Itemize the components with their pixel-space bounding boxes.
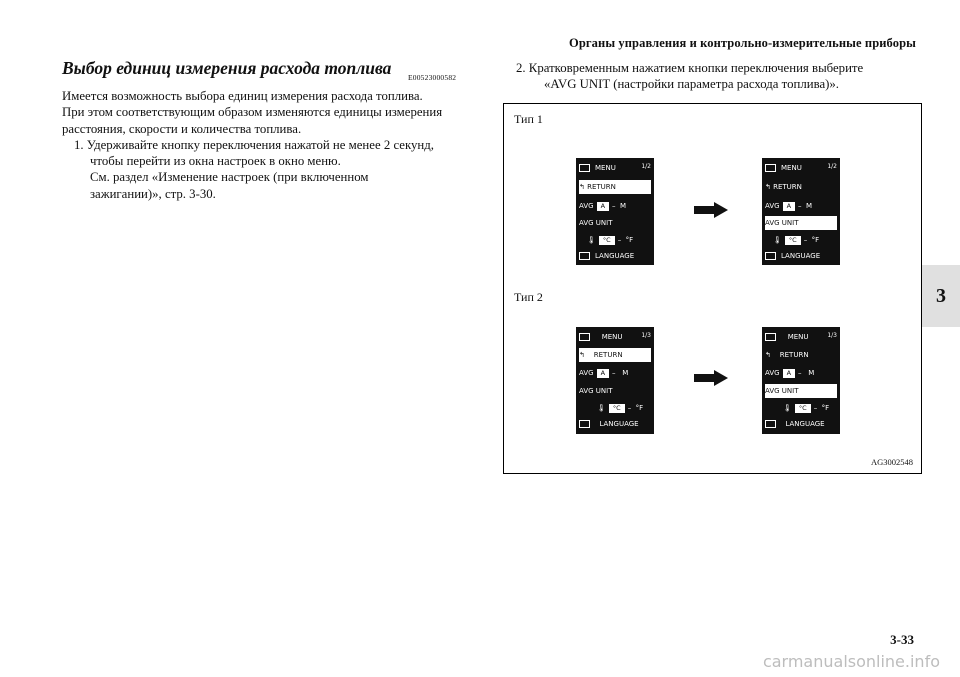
dash: – <box>798 202 802 210</box>
watermark: carmanualsonline.info <box>762 652 940 671</box>
step-1-line: 1. Удерживайте кнопку переключения нажатой не менее 2 секунд, <box>74 137 434 152</box>
language-label: LANGUAGE <box>599 420 639 428</box>
arrow-right-icon <box>694 370 728 386</box>
page-number: 3-33 <box>890 632 914 647</box>
temp-f: °F <box>821 404 830 412</box>
thermometer-icon: 🌡 <box>773 236 782 244</box>
step-1-line: См. раздел «Изменение настроек (при включенном <box>90 170 369 185</box>
avg-label: AVG <box>579 369 594 377</box>
dash: – <box>617 236 622 244</box>
return-label: RETURN <box>593 351 623 359</box>
toolbox-icon <box>765 164 776 172</box>
arrow-right-icon <box>694 202 728 218</box>
avg-unit-label: AVG UNIT <box>579 387 613 395</box>
section-code: E00523000582 <box>408 73 457 82</box>
toolbox-icon <box>765 333 776 341</box>
step-1-line: чтобы перейти из окна настроек в окно меню. <box>90 154 341 169</box>
step-2-line: 2. Кратковременным нажатием кнопки переключения выберите <box>516 61 864 75</box>
language-label: LANGUAGE <box>781 252 821 260</box>
language-label: LANGUAGE <box>595 252 635 260</box>
return-arrow-icon: ↰ <box>579 351 594 359</box>
avg-m: M <box>805 202 813 210</box>
thermometer-icon: 🌡 <box>597 404 606 412</box>
avg-m: M <box>808 369 815 377</box>
toolbox-icon <box>579 333 590 341</box>
temp-c-box: °C <box>599 236 615 245</box>
toolbox-icon <box>579 164 590 172</box>
avg-label: AVG <box>765 202 780 210</box>
thermometer-icon: 🌡 <box>783 404 792 412</box>
avg-unit-label: AVG UNIT <box>579 219 613 227</box>
avg-label: AVG <box>579 202 594 210</box>
return-label: RETURN <box>779 351 809 359</box>
return-label: RETURN <box>587 183 616 191</box>
paragraph-line: Имеется возможность выбора единиц измерения расхода топлива. <box>62 89 423 103</box>
temp-f: °F <box>635 404 644 412</box>
display-screen-type1-before <box>576 158 654 265</box>
type-1-label: Тип 1 <box>514 112 543 126</box>
avg-a-box: A <box>783 202 795 211</box>
language-icon <box>765 252 776 260</box>
return-arrow-icon: ↰ <box>765 351 780 359</box>
step-1-line: зажигании)», стр. 3-30. <box>90 186 216 201</box>
avg-m: M <box>622 369 629 377</box>
display-screen-type2-after <box>762 327 840 434</box>
return-arrow-icon: ↰ <box>765 183 774 191</box>
language-icon <box>579 252 590 260</box>
avg-m: M <box>619 202 627 210</box>
chapter-tab: 3 <box>922 265 960 327</box>
type-2-label: Тип 2 <box>514 290 543 304</box>
temp-c-box: °C <box>609 404 625 413</box>
dash: – <box>798 369 802 377</box>
running-header: Органы управления и контрольно-измерительные приборы <box>569 36 916 50</box>
left-column-text <box>62 88 442 202</box>
thermometer-icon: 🌡 <box>587 236 596 244</box>
section-title: Выбор единиц измерения расхода топлива <box>62 58 392 78</box>
dash: – <box>813 404 818 412</box>
paragraph-line: расстояния, скорости и количества топлива. <box>62 121 302 136</box>
temp-f: °F <box>811 236 820 244</box>
avg-a-box: A <box>597 369 609 378</box>
figure-frame <box>503 103 922 474</box>
language-label: LANGUAGE <box>785 420 825 428</box>
temp-c-box: °C <box>785 236 801 245</box>
dash: – <box>612 369 616 377</box>
page-indicator: 1/2 <box>827 163 837 170</box>
page-indicator: 1/2 <box>641 163 651 170</box>
temp-f: °F <box>625 236 634 244</box>
menu-label: MENU <box>781 164 802 172</box>
page-indicator: 1/3 <box>827 332 837 339</box>
display-screen-type1-after <box>762 158 840 265</box>
temp-c-box: °C <box>795 404 811 413</box>
avg-label: AVG <box>765 369 780 377</box>
menu-label: MENU <box>595 164 616 172</box>
avg-a-box: A <box>783 369 795 378</box>
right-column-text <box>516 60 863 93</box>
language-icon <box>765 420 776 428</box>
avg-unit-label: AVG UNIT <box>765 387 799 395</box>
avg-a-box: A <box>597 202 609 211</box>
avg-unit-label: AVG UNIT <box>765 219 799 227</box>
language-icon <box>579 420 590 428</box>
dash: – <box>612 202 616 210</box>
figure-code: AG3002548 <box>870 457 913 467</box>
dash: – <box>627 404 632 412</box>
paragraph-line: При этом соответствующим образом изменяются единицы измерения <box>62 105 443 120</box>
menu-label: MENU <box>601 333 623 341</box>
menu-label: MENU <box>787 333 809 341</box>
step-2-line: «AVG UNIT (настройки параметра расхода топлива)». <box>544 77 839 92</box>
return-arrow-icon: ↰ <box>579 183 588 191</box>
return-label: RETURN <box>773 183 802 191</box>
dash: – <box>803 236 808 244</box>
page-indicator: 1/3 <box>641 332 651 339</box>
display-screen-type2-before <box>576 327 654 434</box>
